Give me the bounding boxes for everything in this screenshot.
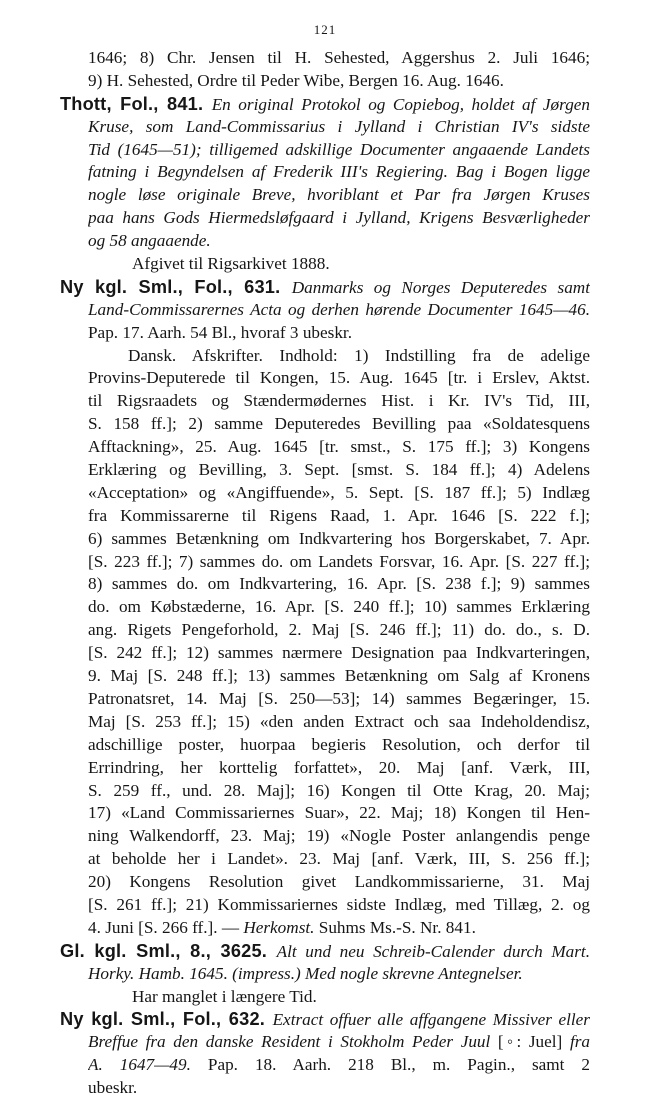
text-line: [60, 276, 590, 299]
text-run: [S. 223 ff.]; 7) sammes do. om Landets Forsvar, 16. Apr. [S. 227 ff.];: [88, 551, 590, 571]
text-run: Pap. 18. Aarh. 218 Bl., m. Pagin., samt 2: [190, 1055, 590, 1075]
text-run: [S. 261 ff.]; 21) Kommissariernes sidste Indlæg, med Tillæg, 2. og: [88, 894, 590, 914]
text-run: Maj [S. 253 ff.]; 15) «den anden Extract och saa Indeholdendisz,: [88, 711, 590, 731]
text-line: [88, 802, 590, 825]
text-run: Herkomst.: [243, 917, 315, 937]
text-line: [88, 1054, 590, 1077]
text-run: ang. Rigets Pengeforhold, 2. Maj [S. 246 ff.]; 11) do. do., s. D.: [88, 620, 590, 640]
text-run: A. 1647—49.: [88, 1055, 191, 1075]
text-line: [88, 253, 590, 276]
entry-heading: Ny kgl. Sml., Fol., 631.: [60, 276, 292, 297]
text-line: [88, 459, 590, 482]
entry-heading: Gl. kgl. Sml., 8., 3625.: [60, 940, 277, 961]
text-line: [88, 894, 590, 917]
text-run: 4. Juni [S. 266 ff.]. —: [88, 917, 244, 937]
text-run: Provins-Deputerede til Kongen, 15. Aug. 1645 [tr. i Erslev, Aktst.: [88, 368, 590, 388]
entry-heading: Thott, Fol., 841.: [60, 93, 212, 114]
text-line: [88, 757, 590, 780]
text-line: [88, 230, 590, 253]
text-line: [88, 413, 590, 436]
text-run: Dansk. Afskrifter. Indhold: 1) Indstilling fra de adelige: [128, 345, 590, 365]
text-run: do. om Købstæderne, 16. Apr. [S. 240 ff.]; 10) sammes Erklæring: [88, 597, 590, 617]
text-run: 9) H. Sehested, Ordre til Peder Wibe, Bergen 16. Aug. 1646.: [88, 70, 504, 90]
text-run: 17) «Land Commissariernes Suar», 22. Maj; 18) Kongen til Hen-: [88, 803, 590, 823]
text-line: [88, 436, 590, 459]
text-run: Danmarks og Norges Deputeredes samt: [291, 277, 590, 297]
text-line: [88, 596, 590, 619]
text-line: [60, 93, 590, 116]
text-run: Tid (1645—51); tilligemed adskillige Documenter angaaende Landets: [88, 139, 590, 159]
text-run: 8) sammes do. om Indkvartering, 16. Apr. [S. 238 f.]; 9) sammes: [88, 574, 590, 594]
text-run: og 58 angaaende.: [88, 231, 211, 251]
text-line: [88, 963, 590, 986]
text-run: at beholde her i Landet». 23. Maj [anf. Værk, III, S. 256 ff.];: [88, 849, 590, 869]
text-run: Afftackning», 25. Aug. 1645 [tr. smst., S. 175 ff.]; 3) Kongens: [88, 437, 590, 457]
text-run: Kruse, som Land-Commissarius i Jylland i Christian IV's sidste: [88, 116, 590, 136]
text-run: 20) Kongens Resolution givet Landkommissarierne, 31. Maj: [88, 872, 590, 892]
text-line: [88, 688, 590, 711]
text-run: ubeskr.: [88, 1078, 138, 1098]
text-run: adschillige poster, huorpaa begieris Resolution, och derfor til: [88, 734, 590, 754]
text-run: fatning i Begyndelsen af Frederik III's Regiering. Bag i Bogen ligge: [88, 162, 590, 182]
text-run: 6) sammes Betænkning om Indkvartering hos Borgerskabet, 7. Apr.: [88, 528, 590, 548]
text-line: [88, 207, 590, 230]
text-run: S. 259 ff., und. 28. Maj]; 16) Kongen til Otte Krag, 20. Maj;: [88, 780, 590, 800]
text-run: Breffue fra den danske Resident i Stokholm Peder Juul: [88, 1032, 491, 1052]
text-line: [88, 665, 590, 688]
text-run: til Rigsraadets og Stændermødernes Hist. i Kr. IV's Tid, III,: [88, 391, 590, 411]
text-run: Horky. Hamb. 1645. (impress.) Med nogle skrevne Antegnelser.: [88, 963, 523, 983]
text-line: [88, 184, 590, 207]
text-run: Errindring, her korttelig forfattet», 20. Maj [anf. Værk, III,: [88, 757, 590, 777]
text-line: [88, 345, 590, 368]
text-line: [88, 1077, 590, 1100]
text-line: [88, 780, 590, 803]
text-run: Har manglet i længere Tid.: [132, 986, 317, 1006]
text-run: 9. Maj [S. 248 ff.]; 13) sammes Betænkning om Salg af Kronens: [88, 666, 590, 686]
text-line: [88, 47, 590, 70]
text-line: [88, 528, 590, 551]
text-line: [88, 482, 590, 505]
text-run: nogle løse originale Breve, hvoriblant et Par fra Jørgen Kruses: [88, 185, 590, 205]
text-line: [88, 299, 590, 322]
text-line: [88, 390, 590, 413]
text-line: [88, 573, 590, 596]
text-run: Alt und neu Schreib-Calender durch Mart.: [276, 941, 590, 961]
text-line: [88, 871, 590, 894]
text-run: Land-Commissarernes Acta og derhen hørende Documenter 1645—46.: [88, 299, 590, 319]
text-run: Pap. 17. Aarh. 54 Bl., hvoraf 3 ubeskr.: [88, 322, 352, 342]
text-line: [88, 161, 590, 184]
text-line: [88, 551, 590, 574]
text-run: Erklæring og Bevilling, 3. Sept. [smst. S. 184 ff.]; 4) Adelens: [88, 460, 590, 480]
text-line: [88, 711, 590, 734]
text-line: [88, 70, 590, 93]
text-run: fra Kommissarerne til Rigens Raad, 1. Apr. 1646 [S. 222 f.];: [88, 505, 590, 525]
text-run: 1646; 8) Chr. Jensen til H. Sehested, Aggershus 2. Juli 1646;: [88, 48, 590, 67]
text-line: [88, 986, 590, 1009]
text-run: [◦: Juel]: [490, 1032, 570, 1052]
text-line: [60, 1008, 590, 1031]
text-run: Afgivet til Rigsarkivet 1888.: [132, 254, 330, 274]
text-run: En original Protokol og Copiebog, holdet af Jørgen: [211, 94, 590, 114]
text-line: [88, 734, 590, 757]
text-line: [88, 1031, 590, 1054]
text-line: [88, 825, 590, 848]
text-line: [88, 322, 590, 345]
text-line: [88, 367, 590, 390]
text-run: «Acceptation» og «Angiffuende», 5. Sept. [S. 187 ff.]; 5) Indlæg: [88, 482, 590, 502]
text-line: [88, 642, 590, 665]
text-run: [S. 242 ff.]; 12) sammes nærmere Designation paa Indkvarteringen,: [88, 643, 590, 663]
text-line: [88, 619, 590, 642]
page-number: 121: [313, 22, 337, 37]
text-line: [88, 139, 590, 162]
text-run: S. 158 ff.]; 2) samme Deputeredes Bevilling paa «Soldatesquens: [88, 414, 590, 434]
text-line: [88, 917, 590, 940]
text-run: Extract offuer alle affgangene Missiver eller: [272, 1010, 590, 1030]
text-line: [88, 505, 590, 528]
text-run: Suhms Ms.-S. Nr. 841.: [314, 917, 476, 937]
text-line: [88, 848, 590, 871]
text-run: fra: [569, 1032, 590, 1052]
text-line: [60, 940, 590, 963]
entry-heading: Ny kgl. Sml., Fol., 632.: [60, 1009, 273, 1030]
text-run: ning Walkendorff, 23. Maj; 19) «Nogle Poster anlangendis penge: [88, 826, 590, 846]
text-run: paa hans Gods Hiermedsløfgaard i Jylland, Krigens Besværligheder: [88, 208, 590, 228]
catalogue-text: [60, 47, 590, 1100]
text-run: Patronatsret, 14. Maj [S. 250—53]; 14) sammes Begæringer, 15.: [88, 688, 590, 708]
text-line: [88, 116, 590, 139]
